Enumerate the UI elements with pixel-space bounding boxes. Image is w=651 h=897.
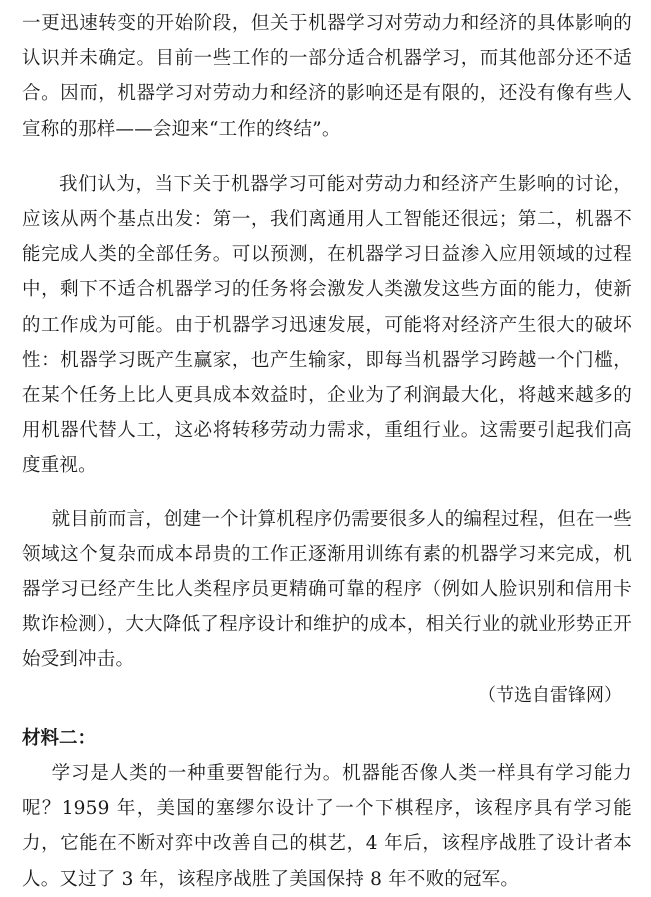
- source-citation: （节选自雷锋网）: [478, 684, 622, 706]
- document-page: [22, 6, 632, 897]
- paragraph-1: 一更迅速转变的开始阶段，但关于机器学习对劳动力和经济的具体影响的认识并未确定。目前一些工作的一部分适合机器学习，而其他部分还不适合。因而，机器学习对劳动力和经济的影响还是有限的，还没有像有些人宣称的那样——会迎来“工作的终结”。: [22, 13, 632, 140]
- paragraph-2: 我们认为，当下关于机器学习可能对劳动力和经济产生影响的讨论，应该从两个基点出发：第一，我们离通用人工智能还很远；第二，机器不能完成人类的全部任务。可以预测，在机器学习日益渗入应用领域的过程中，剩下不适合机器学习的任务将会激发人类激发这些方面的能力，使新的工作成为可能。由于机器学习迅速发展，可能将对经济产生很大的破坏性：机器学习既产生赢家，也产生输家，即每当机器学习跨越一个门槛，在某个任务上比人更具成本效益时，企业为了利润最大化，将越来越多的用机器代替人工，这必将转移劳动力需求，重组行业。这需要引起我们高度重视。: [22, 173, 632, 477]
- section-paragraph: 学习是人类的一种重要智能行为。机器能否像人类一样具有学习能力呢？1959 年，美国的塞缪尔设计了一个下棋程序，该程序具有学习能力，它能在不断对弈中改善自己的棋艺，4 年后，该程序战胜了设计者本人。又过了 3 年，该程序战胜了美国保持 8 年不败的冠军。: [22, 763, 632, 890]
- section-title: 材料二：: [22, 727, 97, 749]
- paragraph-3: 就目前而言，创建一个计算机程序仍需要很多人的编程过程，但在一些领域这个复杂而成本昂贵的工作正逐渐用训练有素的机器学习来完成，机器学习已经产生比人类程序员更精确可靠的程序（例如人脸识别和信用卡欺诈检测），大大降低了程序设计和维护的成本，相关行业的就业形势正开始受到冲击。: [22, 508, 632, 671]
